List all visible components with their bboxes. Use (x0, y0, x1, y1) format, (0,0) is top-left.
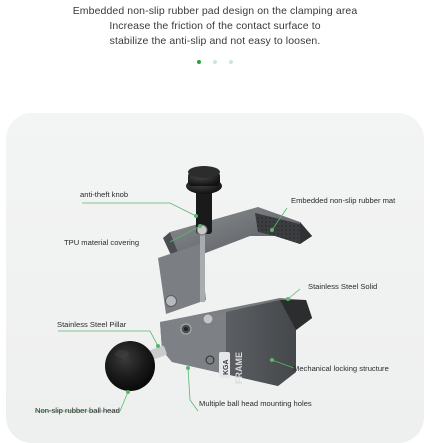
caption-line-1: Embedded non-slip rubber pad design on the clamping area (72, 5, 358, 17)
callout-stainless-solid: Stainless Steel Solid (308, 282, 378, 291)
brand-logo (219, 352, 230, 378)
callout-ball-head: Non-slip rubber ball head (35, 406, 120, 415)
caption-line-2: Increase the friction of the contact surface to (109, 20, 321, 32)
ball-head-assembly (105, 341, 167, 391)
callout-anti-theft-knob: anti-theft knob (80, 190, 129, 199)
callout-tpu-covering: TPU material covering (64, 238, 140, 247)
caption-line-3: stabilize the anti-slip and not easy to loosen. (109, 35, 321, 47)
brand-logo-text: KGA (223, 359, 230, 375)
callout-mounting-holes: Multiple ball head mounting holes (199, 399, 312, 408)
callout-embedded-mat: Embedded non-slip rubber mat (291, 196, 396, 205)
callout-locking-structure: Mechanical locking structure (293, 364, 389, 373)
brand-mark (234, 352, 244, 384)
callout-stainless-pillar: Stainless Steel Pillar (57, 320, 127, 329)
brand-frame-text: FRAME (234, 352, 244, 384)
